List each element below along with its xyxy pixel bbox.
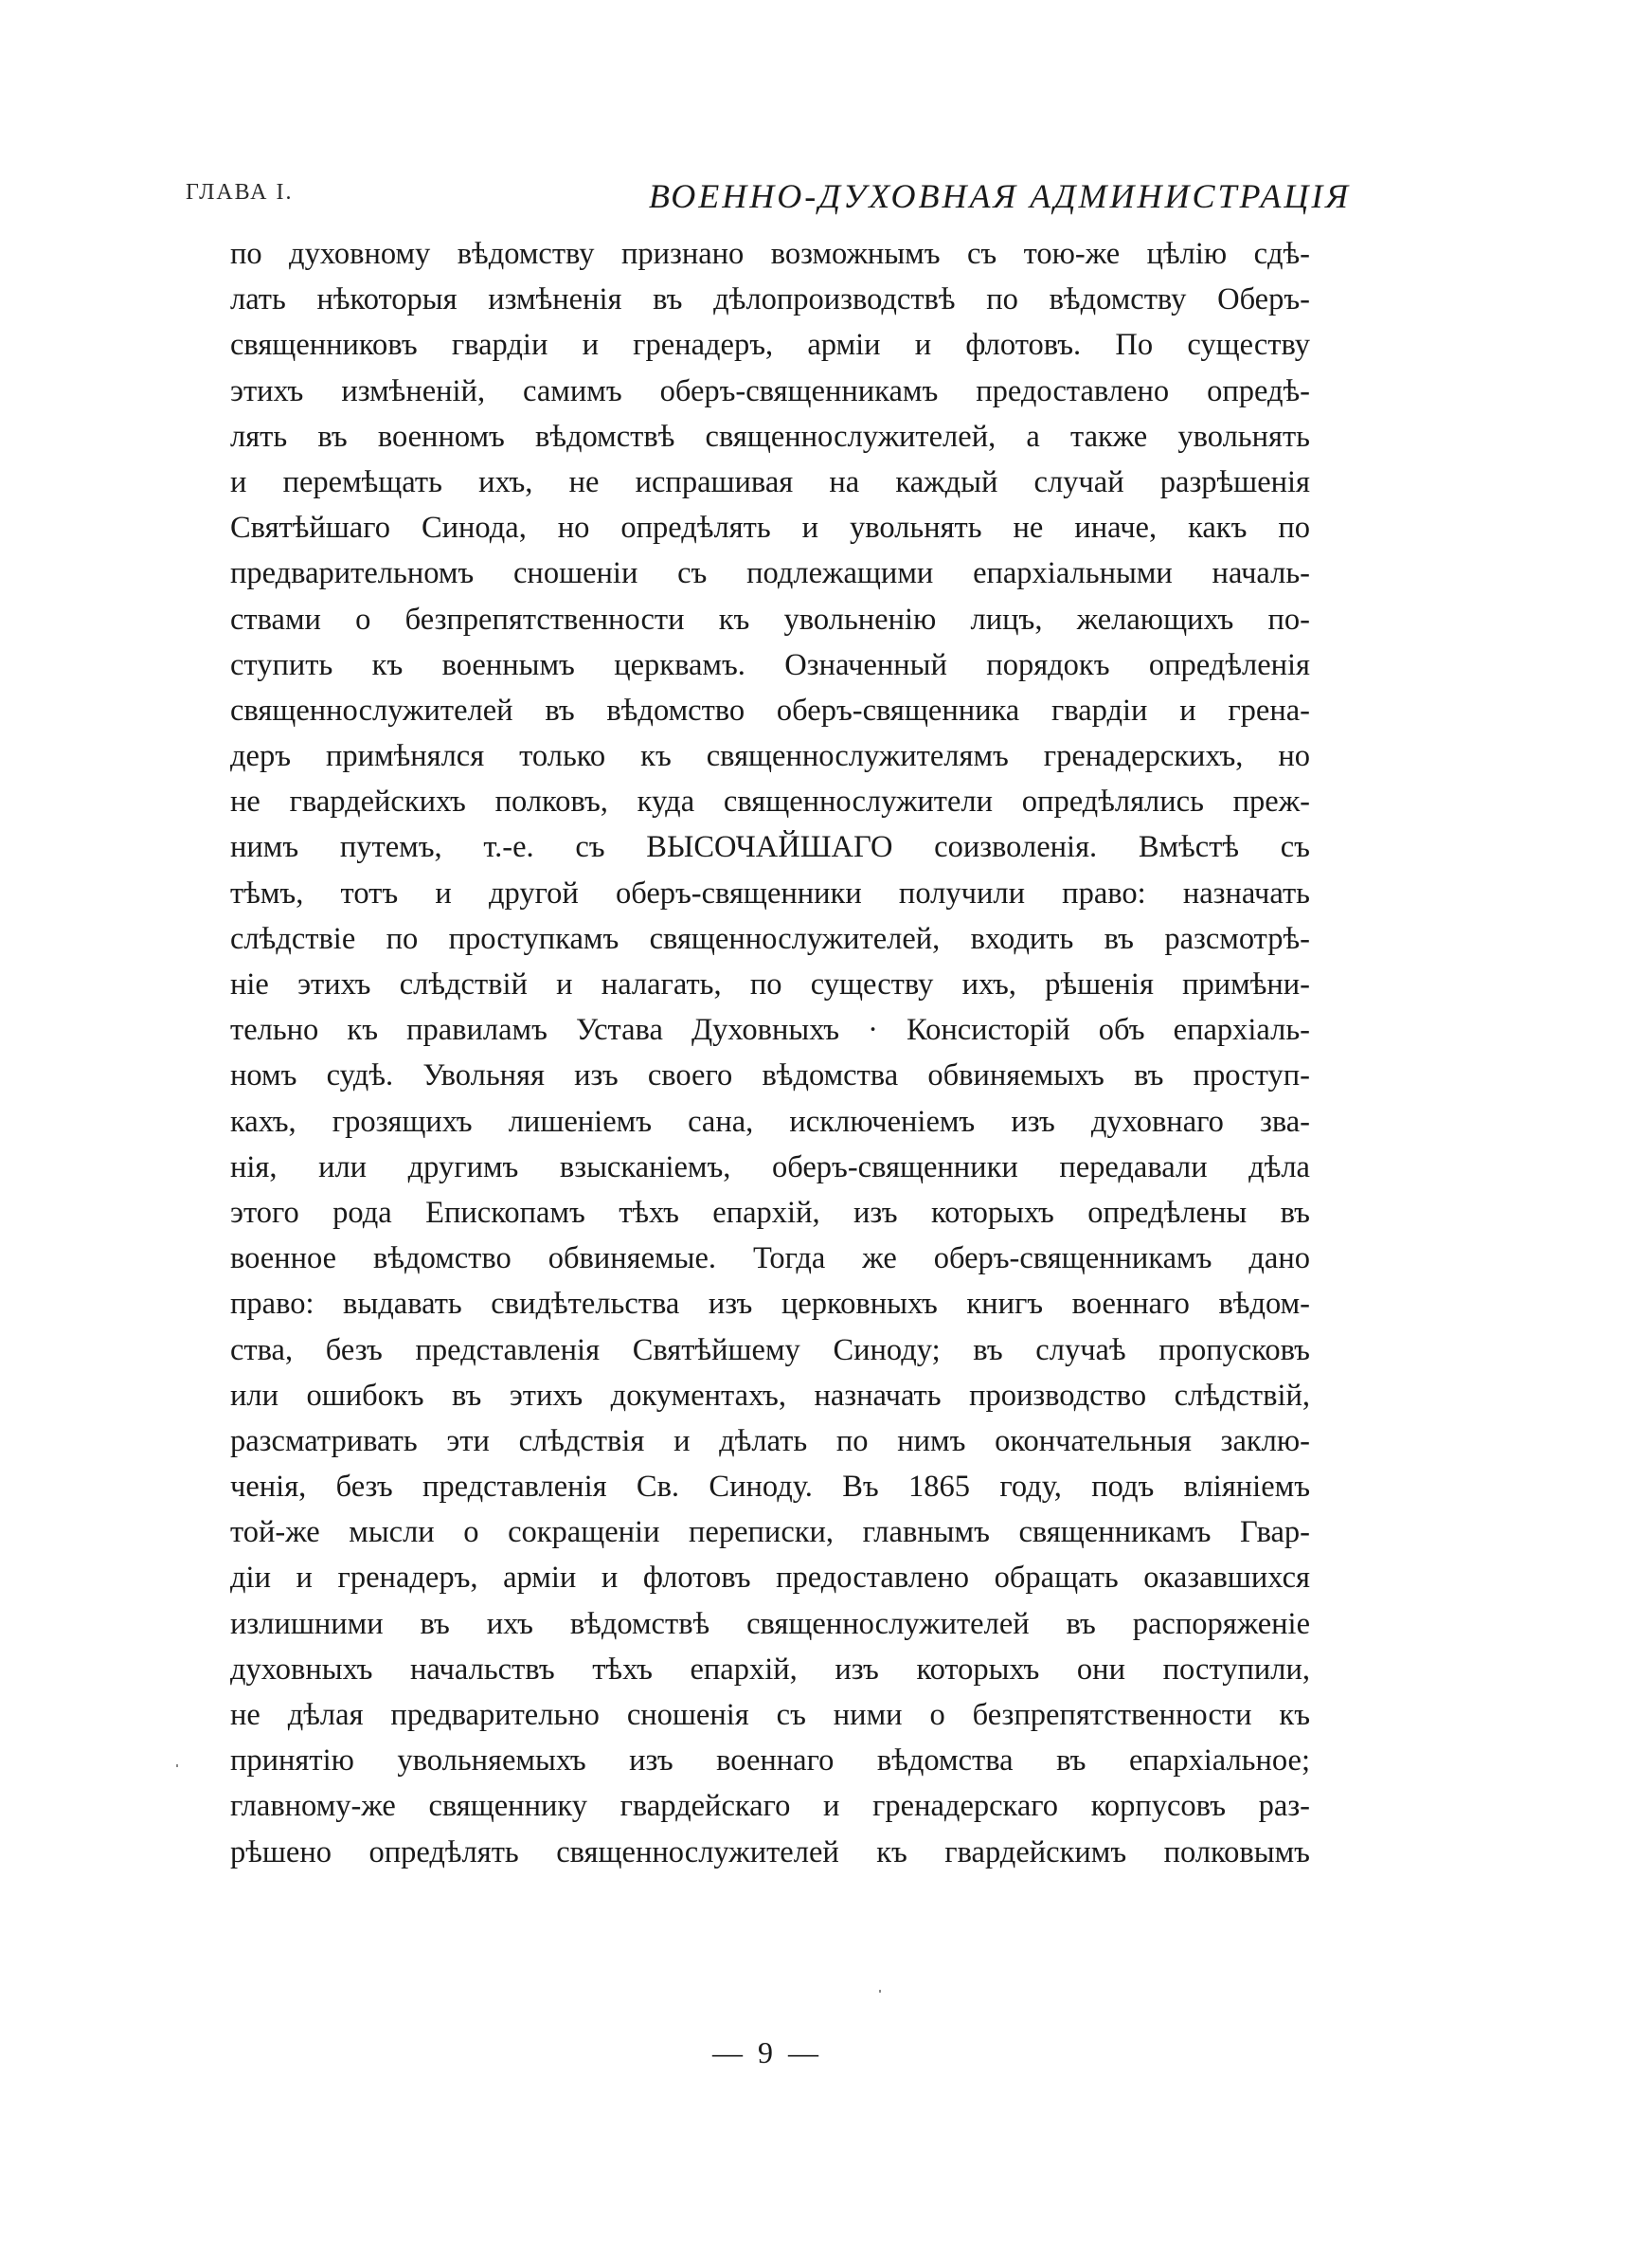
text-line: священниковъ гвардіи и гренадеръ, арміи и флотовъ. По существу [230,328,1310,363]
text-line: право: выдавать свидѣтельства изъ церковныхъ книгъ военнаго вѣдом- [230,1287,1310,1322]
text-line: по духовному вѣдомству признано возможнымъ съ тою-же цѣлію сдѣ- [230,237,1310,271]
text-line: тѣмъ, тотъ и другой оберъ-священники получили право: назначать [230,876,1310,911]
text-line: ченія, безъ представленія Св. Синоду. Въ 1865 году, подъ вліяніемъ [230,1470,1310,1505]
text-line: этихъ измѣненій, самимъ оберъ-священникамъ предоставлено опредѣ- [230,373,1310,408]
chapter-label: ГЛАВА I. [186,180,294,205]
text-line: разсматривать эти слѣдствія и дѣлать по нимъ окончательныя заклю- [230,1423,1310,1458]
text-line: лать нѣкоторыя измѣненія въ дѣлопроизводствѣ по вѣдомству Оберъ- [230,282,1310,317]
text-line: или ошибокъ въ этихъ документахъ, назначать производство слѣдствій, [230,1378,1310,1413]
text-line: тельно къ правиламъ Устава Духовныхъ · Консисторій объ епархіаль- [230,1013,1310,1048]
text-line: и перемѣщать ихъ, не испрашивая на каждый случай разрѣшенія [230,464,1310,499]
text-line: ствами о безпрепятственности къ увольненію лицъ, желающихъ по- [230,602,1310,637]
text-line: излишними въ ихъ вѣдомствѣ священнослужителей въ распоряженіе [230,1606,1310,1641]
text-line: ступить къ военнымъ церквамъ. Означенный порядокъ опредѣленія [230,647,1310,682]
text-line: слѣдствіе по проступкамъ священнослужителей, входить въ разсмотрѣ- [230,921,1310,956]
text-line: главному-же священнику гвардейскаго и гренадерскаго корпусовъ раз- [230,1789,1310,1824]
text-line: рѣшено опредѣлять священнослужителей къ гвардейскимъ полковымъ [230,1834,1310,1869]
running-title: ВОЕННО-ДУХОВНАЯ АДМИНИСТРАЦІЯ [648,177,1351,215]
scan-speck [879,1990,881,1993]
text-line: деръ примѣнялся только къ священнослужителямъ гренадерскихъ, но [230,739,1310,774]
page-number: — 9 — [712,2035,822,2069]
text-line: номъ судѣ. Увольняя изъ своего вѣдомства обвиняемыхъ въ проступ- [230,1058,1310,1093]
text-line: духовныхъ начальствъ тѣхъ епархій, изъ которыхъ они поступили, [230,1652,1310,1687]
text-line: не гвардейскихъ полковъ, куда священнослужители опредѣлялись преж- [230,785,1310,820]
text-line: предварительномъ сношеніи съ подлежащими епархіальными началь- [230,556,1310,591]
text-line: нимъ путемъ, т.-е. съ ВЫСОЧАЙШАГО соизволенія. Вмѣстѣ съ [230,830,1310,865]
running-header [186,176,1351,224]
text-line: кахъ, грозящихъ лишеніемъ сана, исключеніемъ изъ духовнаго зва- [230,1104,1310,1139]
text-line: этого рода Епископамъ тѣхъ епархій, изъ которыхъ опредѣлены въ [230,1195,1310,1230]
text-line: священнослужителей въ вѣдомство оберъ-священника гвардіи и грена- [230,693,1310,728]
text-line: діи и гренадеръ, арміи и флотовъ предоставлено обращать оказавшихся [230,1561,1310,1596]
text-line: военное вѣдомство обвиняемые. Тогда же оберъ-священникамъ дано [230,1241,1310,1276]
text-line: ніе этихъ слѣдствій и налагать, по существу ихъ, рѣшенія примѣни- [230,967,1310,1002]
text-line: нія, или другимъ взысканіемъ, оберъ-священники передавали дѣла [230,1149,1310,1184]
scan-speck [176,1764,178,1767]
text-line: не дѣлая предварительно сношенія съ ними о безпрепятственности къ [230,1698,1310,1732]
text-line: принятію увольняемыхъ изъ военнаго вѣдомства въ епархіальное; [230,1743,1310,1779]
body-text [230,231,1310,1875]
text-line: лять въ военномъ вѣдомствѣ священнослужителей, а также увольнять [230,419,1310,454]
text-line: той-же мысли о сокращеніи переписки, главнымъ священникамъ Гвар- [230,1515,1310,1550]
text-line: Святѣйшаго Синода, но опредѣлять и увольнять не иначе, какъ по [230,511,1310,546]
text-line: ства, безъ представленія Святѣйшему Синоду; въ случаѣ пропусковъ [230,1332,1310,1367]
